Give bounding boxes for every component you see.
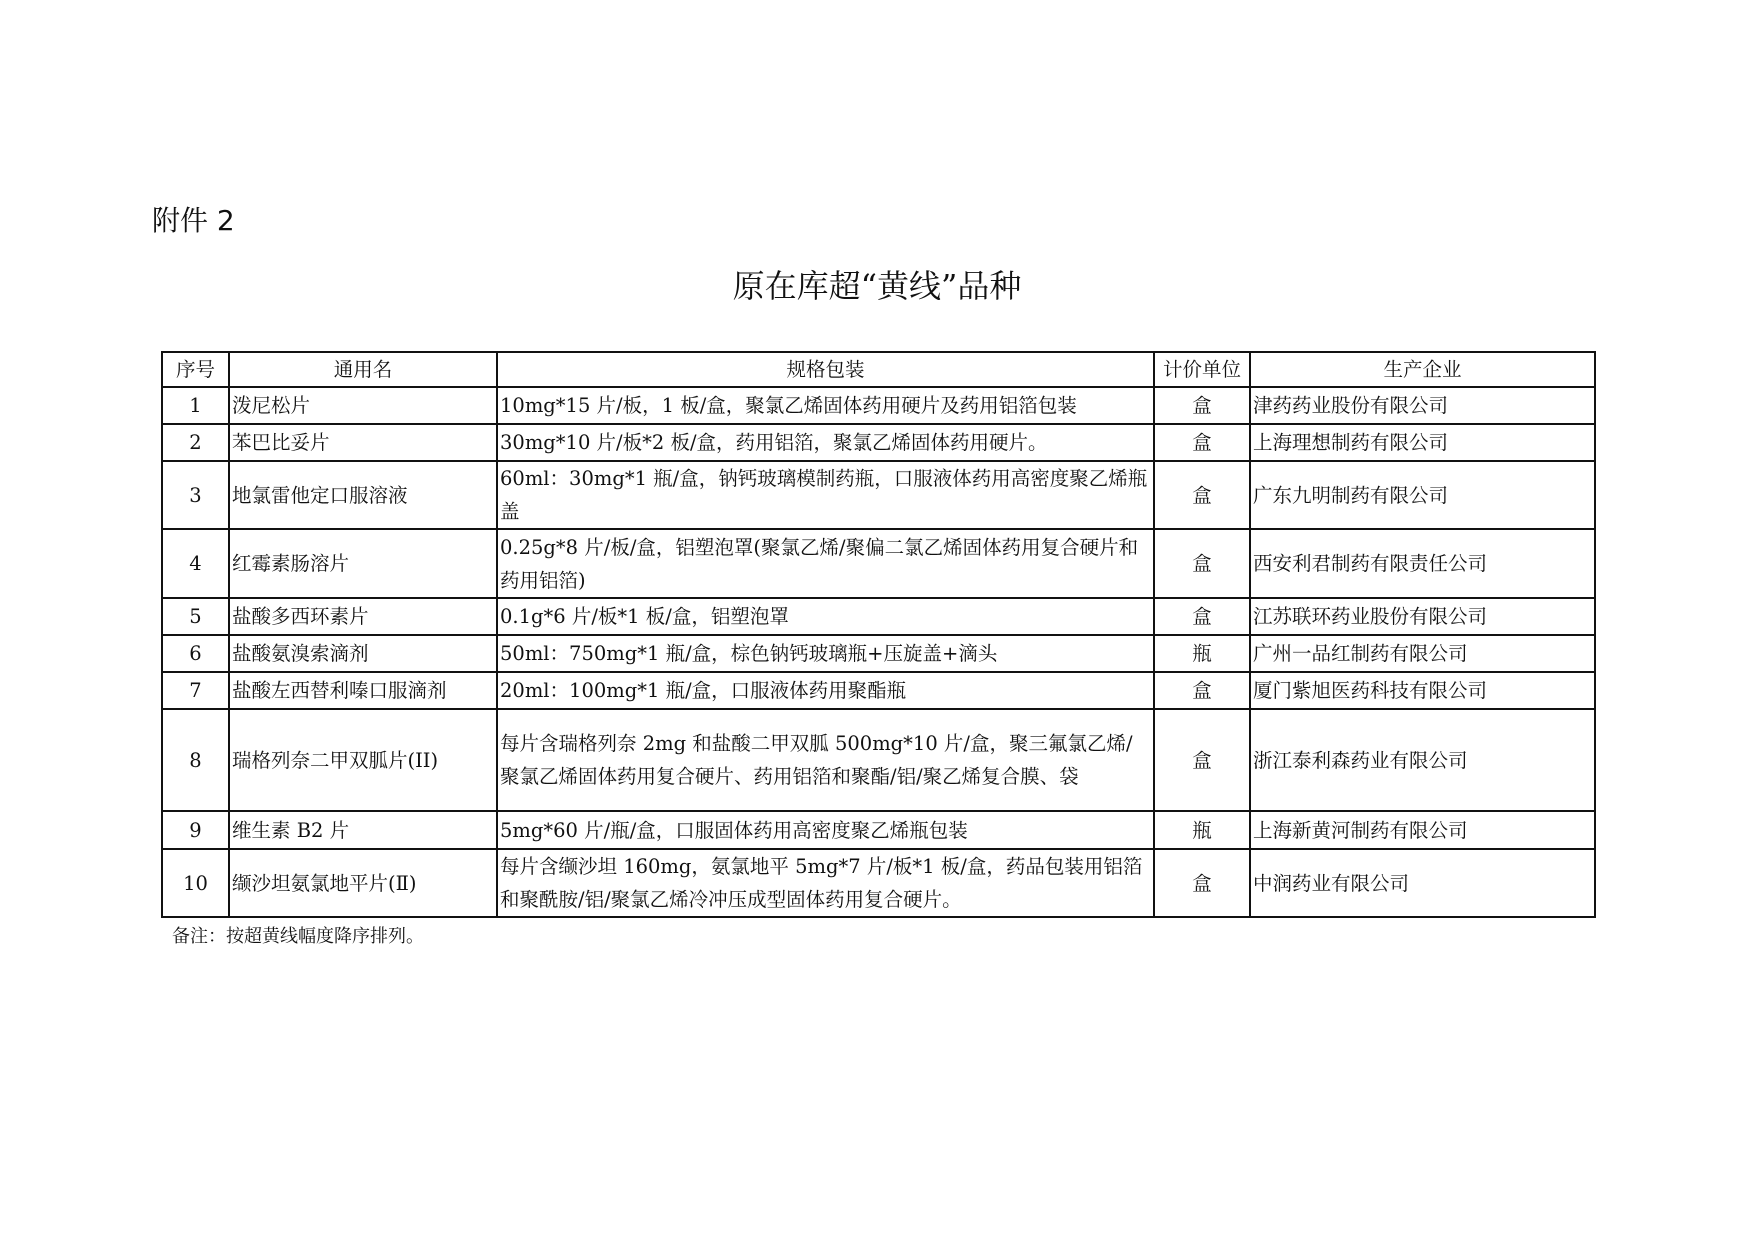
document-title xyxy=(0,264,1754,308)
cell-no: 8 xyxy=(162,709,229,811)
table-row xyxy=(162,387,1595,424)
cell-name: 瑞格列奈二甲双胍片(II) xyxy=(229,709,497,811)
cell-spec: 20ml：100mg*1 瓶/盒，口服液体药用聚酯瓶 xyxy=(497,672,1154,709)
cell-manufacturer: 中润药业有限公司 xyxy=(1250,849,1595,917)
cell-manufacturer: 上海理想制药有限公司 xyxy=(1250,424,1595,461)
cell-unit: 瓶 xyxy=(1154,811,1250,849)
cell-name: 泼尼松片 xyxy=(229,387,497,424)
cell-no: 2 xyxy=(162,424,229,461)
header-spec: 规格包装 xyxy=(497,352,1154,387)
cell-no: 6 xyxy=(162,635,229,672)
cell-unit: 盒 xyxy=(1154,387,1250,424)
cell-manufacturer: 上海新黄河制药有限公司 xyxy=(1250,811,1595,849)
cell-unit: 盒 xyxy=(1154,849,1250,917)
cell-manufacturer: 江苏联环药业股份有限公司 xyxy=(1250,598,1595,635)
cell-spec: 5mg*60 片/瓶/盒，口服固体药用高密度聚乙烯瓶包装 xyxy=(497,811,1154,849)
cell-unit: 盒 xyxy=(1154,461,1250,529)
cell-spec: 每片含瑞格列奈 2mg 和盐酸二甲双胍 500mg*10 片/盒，聚三氟氯乙烯/聚氯乙烯固体药用复合硬片、药用铝箔和聚酯/铝/聚乙烯复合膜、袋 xyxy=(497,709,1154,811)
cell-spec: 60ml：30mg*1 瓶/盒，钠钙玻璃模制药瓶，口服液体药用高密度聚乙烯瓶盖 xyxy=(497,461,1154,529)
table-header-row xyxy=(162,352,1595,387)
cell-unit: 瓶 xyxy=(1154,635,1250,672)
cell-name: 盐酸左西替利嗪口服滴剂 xyxy=(229,672,497,709)
cell-no: 3 xyxy=(162,461,229,529)
cell-unit: 盒 xyxy=(1154,709,1250,811)
cell-spec: 10mg*15 片/板，1 板/盒，聚氯乙烯固体药用硬片及药用铝箔包装 xyxy=(497,387,1154,424)
cell-manufacturer: 广东九明制药有限公司 xyxy=(1250,461,1595,529)
cell-name: 红霉素肠溶片 xyxy=(229,529,497,598)
cell-no: 1 xyxy=(162,387,229,424)
header-unit: 计价单位 xyxy=(1154,352,1250,387)
cell-name: 苯巴比妥片 xyxy=(229,424,497,461)
cell-manufacturer: 浙江泰利森药业有限公司 xyxy=(1250,709,1595,811)
cell-no: 7 xyxy=(162,672,229,709)
table-row xyxy=(162,461,1595,529)
cell-name: 地氯雷他定口服溶液 xyxy=(229,461,497,529)
cell-manufacturer: 西安利君制药有限责任公司 xyxy=(1250,529,1595,598)
cell-unit: 盒 xyxy=(1154,424,1250,461)
header-manufacturer: 生产企业 xyxy=(1250,352,1595,387)
cell-spec: 50ml：750mg*1 瓶/盒，棕色钠钙玻璃瓶+压旋盖+滴头 xyxy=(497,635,1154,672)
cell-spec: 0.25g*8 片/板/盒，铝塑泡罩(聚氯乙烯/聚偏二氯乙烯固体药用复合硬片和药用铝箔) xyxy=(497,529,1154,598)
cell-name: 盐酸氨溴索滴剂 xyxy=(229,635,497,672)
cell-unit: 盒 xyxy=(1154,529,1250,598)
table-row xyxy=(162,529,1595,598)
cell-manufacturer: 津药药业股份有限公司 xyxy=(1250,387,1595,424)
attachment-label: 附件 2 xyxy=(152,204,235,237)
header-no: 序号 xyxy=(162,352,229,387)
header-name: 通用名 xyxy=(229,352,497,387)
cell-unit: 盒 xyxy=(1154,672,1250,709)
table-row xyxy=(162,424,1595,461)
cell-spec: 30mg*10 片/板*2 板/盒，药用铝箔，聚氯乙烯固体药用硬片。 xyxy=(497,424,1154,461)
cell-no: 4 xyxy=(162,529,229,598)
table-row xyxy=(162,811,1595,849)
table-row xyxy=(162,672,1595,709)
table-row xyxy=(162,849,1595,917)
cell-unit: 盒 xyxy=(1154,598,1250,635)
table-row xyxy=(162,709,1595,811)
cell-no: 5 xyxy=(162,598,229,635)
table-row xyxy=(162,635,1595,672)
cell-name: 缬沙坦氨氯地平片(Ⅱ) xyxy=(229,849,497,917)
cell-spec: 每片含缬沙坦 160mg，氨氯地平 5mg*7 片/板*1 板/盒，药品包装用铝箔和聚酰胺/铝/聚氯乙烯冷冲压成型固体药用复合硬片。 xyxy=(497,849,1154,917)
document-title-text: 原在库超“黄线”品种 xyxy=(732,267,1022,305)
cell-no: 10 xyxy=(162,849,229,917)
cell-no: 9 xyxy=(162,811,229,849)
table-note: 备注：按超黄线幅度降序排列。 xyxy=(172,926,424,947)
cell-spec: 0.1g*6 片/板*1 板/盒，铝塑泡罩 xyxy=(497,598,1154,635)
drug-table xyxy=(161,351,1596,918)
cell-name: 维生素 B2 片 xyxy=(229,811,497,849)
cell-manufacturer: 厦门紫旭医药科技有限公司 xyxy=(1250,672,1595,709)
table-row xyxy=(162,598,1595,635)
cell-name: 盐酸多西环素片 xyxy=(229,598,497,635)
cell-manufacturer: 广州一品红制药有限公司 xyxy=(1250,635,1595,672)
